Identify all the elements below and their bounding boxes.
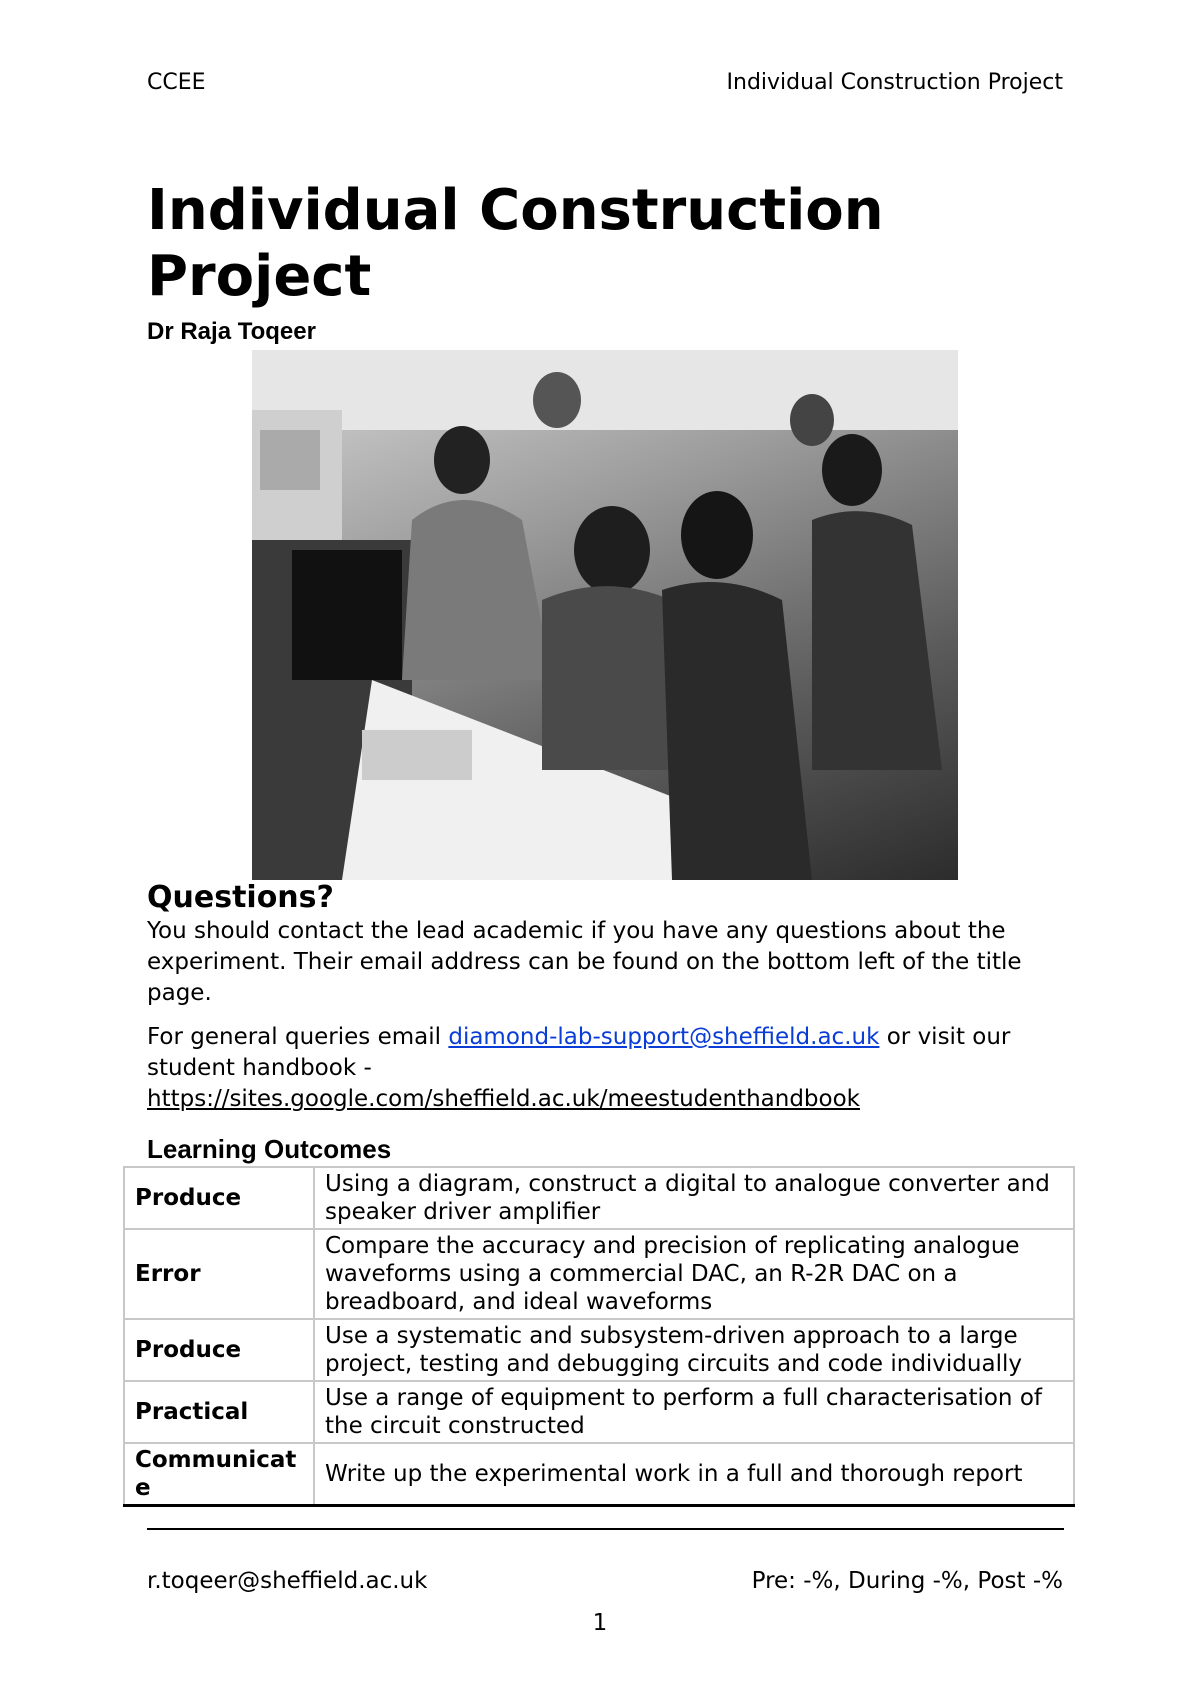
handbook-link[interactable]: https://sites.google.com/sheffield.ac.uk/meestudenthandbook [147, 1086, 860, 1112]
footer-divider [147, 1528, 1064, 1530]
outcome-description: Use a systematic and subsystem-driven approach to a large project, testing and debugging circuits and code individually [314, 1319, 1074, 1381]
page-number: 1 [592, 1610, 608, 1636]
outcome-description: Using a diagram, construct a digital to analogue converter and speaker driver amplifier [314, 1167, 1074, 1229]
table-row [124, 1229, 1074, 1319]
table-row [124, 1381, 1074, 1443]
lab-photo-illustration [252, 350, 958, 880]
table-row [124, 1167, 1074, 1229]
author-name: Dr Raja Toqeer [147, 318, 316, 345]
document-title: Individual Construction Project [147, 178, 884, 309]
outcome-category: Error [124, 1229, 314, 1319]
header-right: Individual Construction Project [726, 70, 1063, 95]
outcome-description: Use a range of equipment to perform a full characterisation of the circuit constructed [314, 1381, 1074, 1443]
table-row [124, 1443, 1074, 1506]
questions-paragraph: You should contact the lead academic if you have any questions about the experiment. Their email address can be found on the bottom left of the title page. [147, 918, 1022, 1006]
questions-heading: Questions? [147, 880, 334, 915]
learning-outcomes-heading: Learning Outcomes [147, 1134, 392, 1164]
support-email-link[interactable]: diamond-lab-support@sheffield.ac.uk [448, 1024, 880, 1050]
outcome-description: Write up the experimental work in a full and thorough report [314, 1443, 1074, 1506]
general-queries-paragraph [147, 1022, 1067, 1115]
outcome-category: Practical [124, 1381, 314, 1443]
outcome-description: Compare the accuracy and precision of replicating analogue waveforms using a commercial DAC, an R-2R DAC on a breadboard, and ideal waveforms [314, 1229, 1074, 1319]
outcome-category: Produce [124, 1167, 314, 1229]
lab-photo [252, 350, 958, 880]
learning-outcomes-table [123, 1166, 1075, 1507]
table-row [124, 1319, 1074, 1381]
queries-prefix-text: For general queries email [147, 1024, 449, 1050]
outcome-category: Communicate [124, 1443, 314, 1506]
footer-weights: Pre: -%, During -%, Post -% [751, 1568, 1063, 1594]
outcome-category: Produce [124, 1319, 314, 1381]
queries-mid-text: or visit our student handbook - [147, 1024, 1011, 1081]
footer-email: r.toqeer@sheffield.ac.uk [147, 1568, 428, 1594]
header-left: CCEE [147, 70, 206, 95]
